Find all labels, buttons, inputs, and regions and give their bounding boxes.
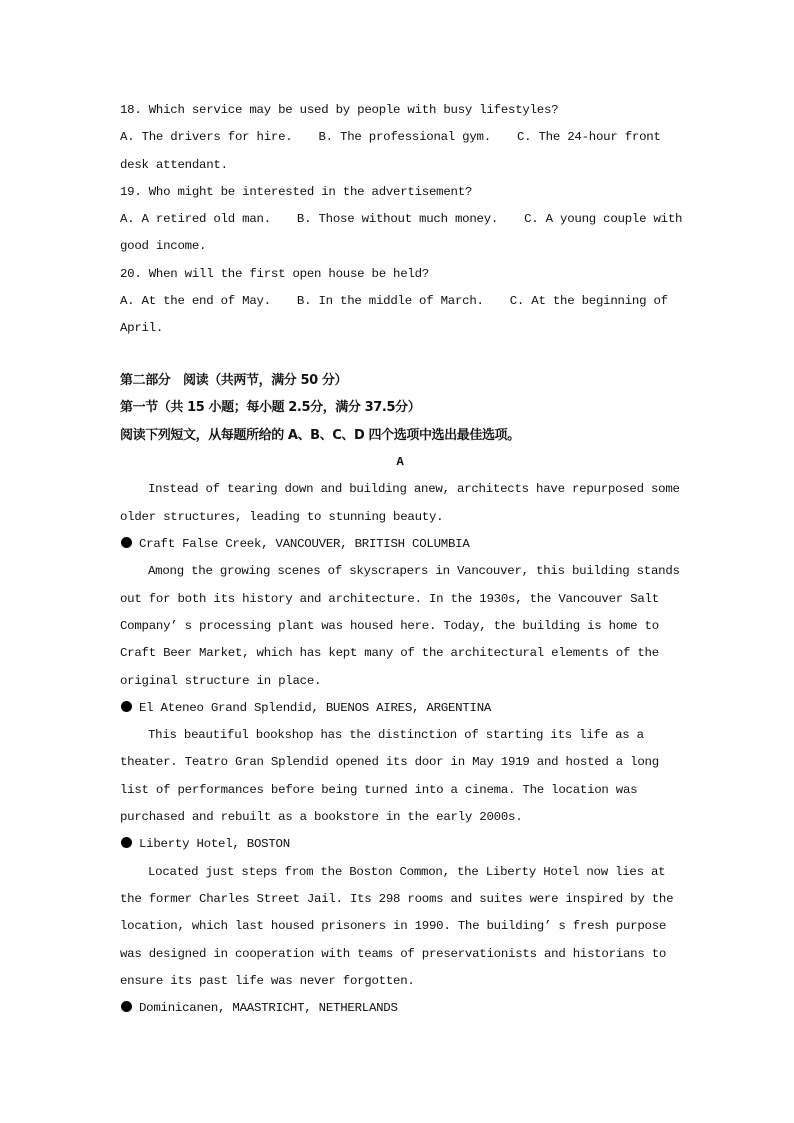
entry-line: Craft Beer Market, which has kept many of the architectural elements of the bbox=[120, 646, 659, 661]
entry-heading-dominicanen bbox=[120, 995, 680, 1022]
option-b: B. The professional gym. bbox=[318, 130, 491, 145]
question-20 bbox=[120, 261, 680, 288]
option-b: B. Those without much money. bbox=[296, 212, 499, 227]
bullet-icon bbox=[121, 1001, 132, 1012]
question-19-options-continued: good income. bbox=[120, 239, 207, 254]
entry-heading-liberty-hotel bbox=[120, 831, 680, 858]
passage-intro-line-2: older structures, leading to stunning beauty. bbox=[120, 509, 444, 524]
passage-label: A bbox=[396, 455, 404, 470]
entry-line: Among the growing scenes of skyscrapers in Vancouver, this building stands bbox=[148, 564, 680, 579]
entry-line: out for both its history and architecture. In the 1930s, the Vancouver Salt bbox=[120, 591, 659, 606]
entry-line: ensure its past life was never forgotten. bbox=[120, 973, 415, 988]
bullet-icon bbox=[121, 537, 132, 548]
document-page bbox=[120, 97, 683, 1022]
option-a: A. At the end of May. bbox=[120, 294, 271, 309]
entry-line: purchased and rebuilt as a bookstore in the early 2000s. bbox=[120, 810, 523, 825]
entry-line: This beautiful bookshop has the distinction of starting its life as a bbox=[148, 728, 644, 743]
question-stem: Which service may be used by people with busy lifestyles? bbox=[148, 103, 559, 117]
entry-heading-el-ateneo bbox=[120, 695, 680, 722]
option-c: C. The 24-hour front bbox=[516, 130, 661, 145]
entry-line: location, which last housed prisoners in 1990. The building’ s fresh purpose bbox=[120, 919, 667, 934]
question-19 bbox=[120, 179, 680, 206]
entry-line: list of performances before being turned into a cinema. The location was bbox=[120, 782, 638, 797]
entry-line: theater. Teatro Gran Splendid opened its door in May 1919 and hosted a long bbox=[120, 755, 659, 770]
question-18-options bbox=[120, 124, 680, 151]
subsection-title: 第一节（共 15 小题；每小题 2.5分，满分 37.5分） bbox=[120, 400, 421, 416]
entry-line: the former Charles Street Jail. Its 298 rooms and suites were inspired by the bbox=[120, 891, 674, 906]
option-a: A. A retired old man. bbox=[120, 212, 271, 227]
section-instruction: 阅读下列短文，从每题所给的 A、B、C、D 四个选项中选出最佳选项。 bbox=[120, 427, 520, 443]
question-20-options bbox=[120, 288, 680, 315]
option-c: C. A young couple with bbox=[524, 212, 683, 227]
option-a: A. The drivers for hire. bbox=[120, 130, 293, 145]
section-spacer bbox=[120, 343, 680, 367]
part-title: 第二部分 阅读（共两节，满分 50 分） bbox=[120, 372, 348, 388]
entry-line: was designed in cooperation with teams of preservationists and historians to bbox=[120, 946, 667, 961]
question-number: 19. bbox=[120, 184, 142, 199]
question-number: 18. bbox=[120, 103, 142, 117]
entry-heading-text: Dominicanen, MAASTRICHT, NETHERLANDS bbox=[139, 1001, 398, 1016]
entry-line: Company’ s processing plant was housed here. Today, the building is home to bbox=[120, 618, 659, 633]
entry-heading-text: El Ateneo Grand Splendid, BUENOS AIRES, ARGENTINA bbox=[139, 700, 492, 715]
passage-intro-line-1: Instead of tearing down and building anew, architects have repurposed some bbox=[148, 482, 680, 497]
entry-heading-text: Craft False Creek, VANCOUVER, BRITISH COLUMBIA bbox=[139, 537, 470, 552]
bullet-icon bbox=[121, 837, 132, 848]
question-stem: Who might be interested in the advertisement? bbox=[148, 184, 473, 199]
bullet-icon bbox=[121, 701, 132, 712]
question-stem: When will the first open house be held? bbox=[148, 266, 429, 281]
entry-line: original structure in place. bbox=[120, 673, 322, 688]
question-20-options-continued: April. bbox=[120, 321, 164, 336]
question-18-options-continued: desk attendant. bbox=[120, 157, 228, 172]
question-18 bbox=[120, 97, 680, 124]
entry-line: Located just steps from the Boston Common, the Liberty Hotel now lies at bbox=[148, 864, 666, 879]
question-number: 20. bbox=[120, 266, 142, 281]
entry-heading-craft-false-creek bbox=[120, 531, 680, 558]
option-b: B. In the middle of March. bbox=[296, 294, 484, 309]
question-19-options bbox=[120, 206, 683, 233]
entry-heading-text: Liberty Hotel, BOSTON bbox=[139, 837, 290, 852]
option-c: C. At the beginning of bbox=[509, 294, 668, 309]
